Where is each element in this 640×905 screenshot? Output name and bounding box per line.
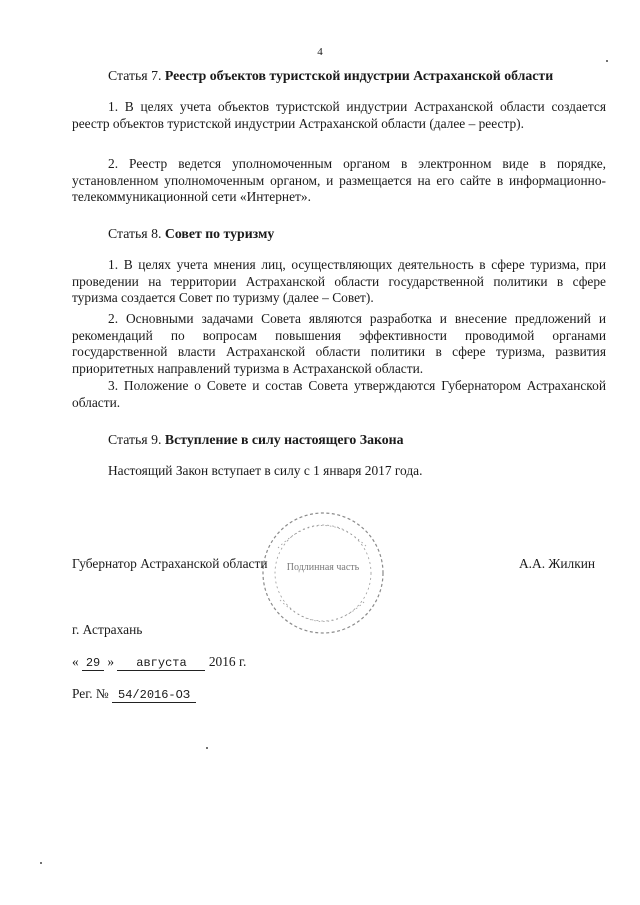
scan-speck <box>206 747 208 749</box>
scan-speck <box>40 862 42 864</box>
article-9-heading <box>108 432 403 448</box>
official-seal-stamp <box>258 508 388 638</box>
date-day: 29 <box>82 657 104 671</box>
registration-label: Рег. № <box>72 686 109 701</box>
date-close-quote: » <box>107 654 115 669</box>
registration-number: 54/2016-ОЗ <box>112 689 196 703</box>
page-number: 4 <box>317 46 323 58</box>
article-8-paragraph-3: 3. Положение о Совете и состав Совета утверждаются Губернатором Астраханской области. <box>72 378 606 410</box>
scan-speck <box>606 60 608 62</box>
article-8-paragraph-1: 1. В целях учета мнения лиц, осуществляющих деятельность в сфере туризма, при проведении на территории Астраханской области государственной политики в сфере туризма создается Совет по туризму (далее – Совет). <box>72 257 606 305</box>
article-7-prefix: Статья 7. <box>108 68 162 83</box>
registration-line <box>72 686 196 703</box>
date-month: августа <box>117 657 205 671</box>
signature-position: Губернатор Астраханской области <box>72 556 268 571</box>
article-8-paragraph-2: 2. Основными задачами Совета являются разработка и внесение предложений и рекомендаций по вопросам повышения эффективности проводимой органами государственной власти Астраханской области политики в сфере туризма, развития приоритетных направлений туризма в Астраханской области. <box>72 311 606 376</box>
article-7-paragraph-1: 1. В целях учета объектов туристской индустрии Астраханской области создается реестр объектов туристской индустрии Астраханской области (далее – реестр). <box>72 99 606 131</box>
date-line <box>72 654 246 671</box>
date-open-quote: « <box>72 654 79 669</box>
article-7-paragraph-2: 2. Реестр ведется уполномоченным органом в электронном виде в порядке, установленном уполномоченным органом, и размещается на его сайте в информационно-телекоммуникационной сети «Интернет». <box>72 156 606 204</box>
article-7-heading <box>108 68 553 84</box>
article-8-prefix: Статья 8. <box>108 226 162 241</box>
article-8-title: Совет по туризму <box>164 226 275 241</box>
article-9-paragraph-1: Настоящий Закон вступает в силу с 1 января 2017 года. <box>108 463 423 478</box>
article-8-heading <box>108 226 274 242</box>
article-9-prefix: Статья 9. <box>108 432 162 447</box>
date-year: 2016 г. <box>208 654 247 669</box>
stamp-text: Подлинная часть <box>286 562 360 573</box>
signature-name: А.А. Жилкин <box>519 556 596 571</box>
article-9-title: Вступление в силу настоящего Закона <box>164 432 404 447</box>
place-label: г. Астрахань <box>72 622 143 637</box>
article-7-title: Реестр объектов туристской индустрии Астраханской области <box>164 68 554 83</box>
